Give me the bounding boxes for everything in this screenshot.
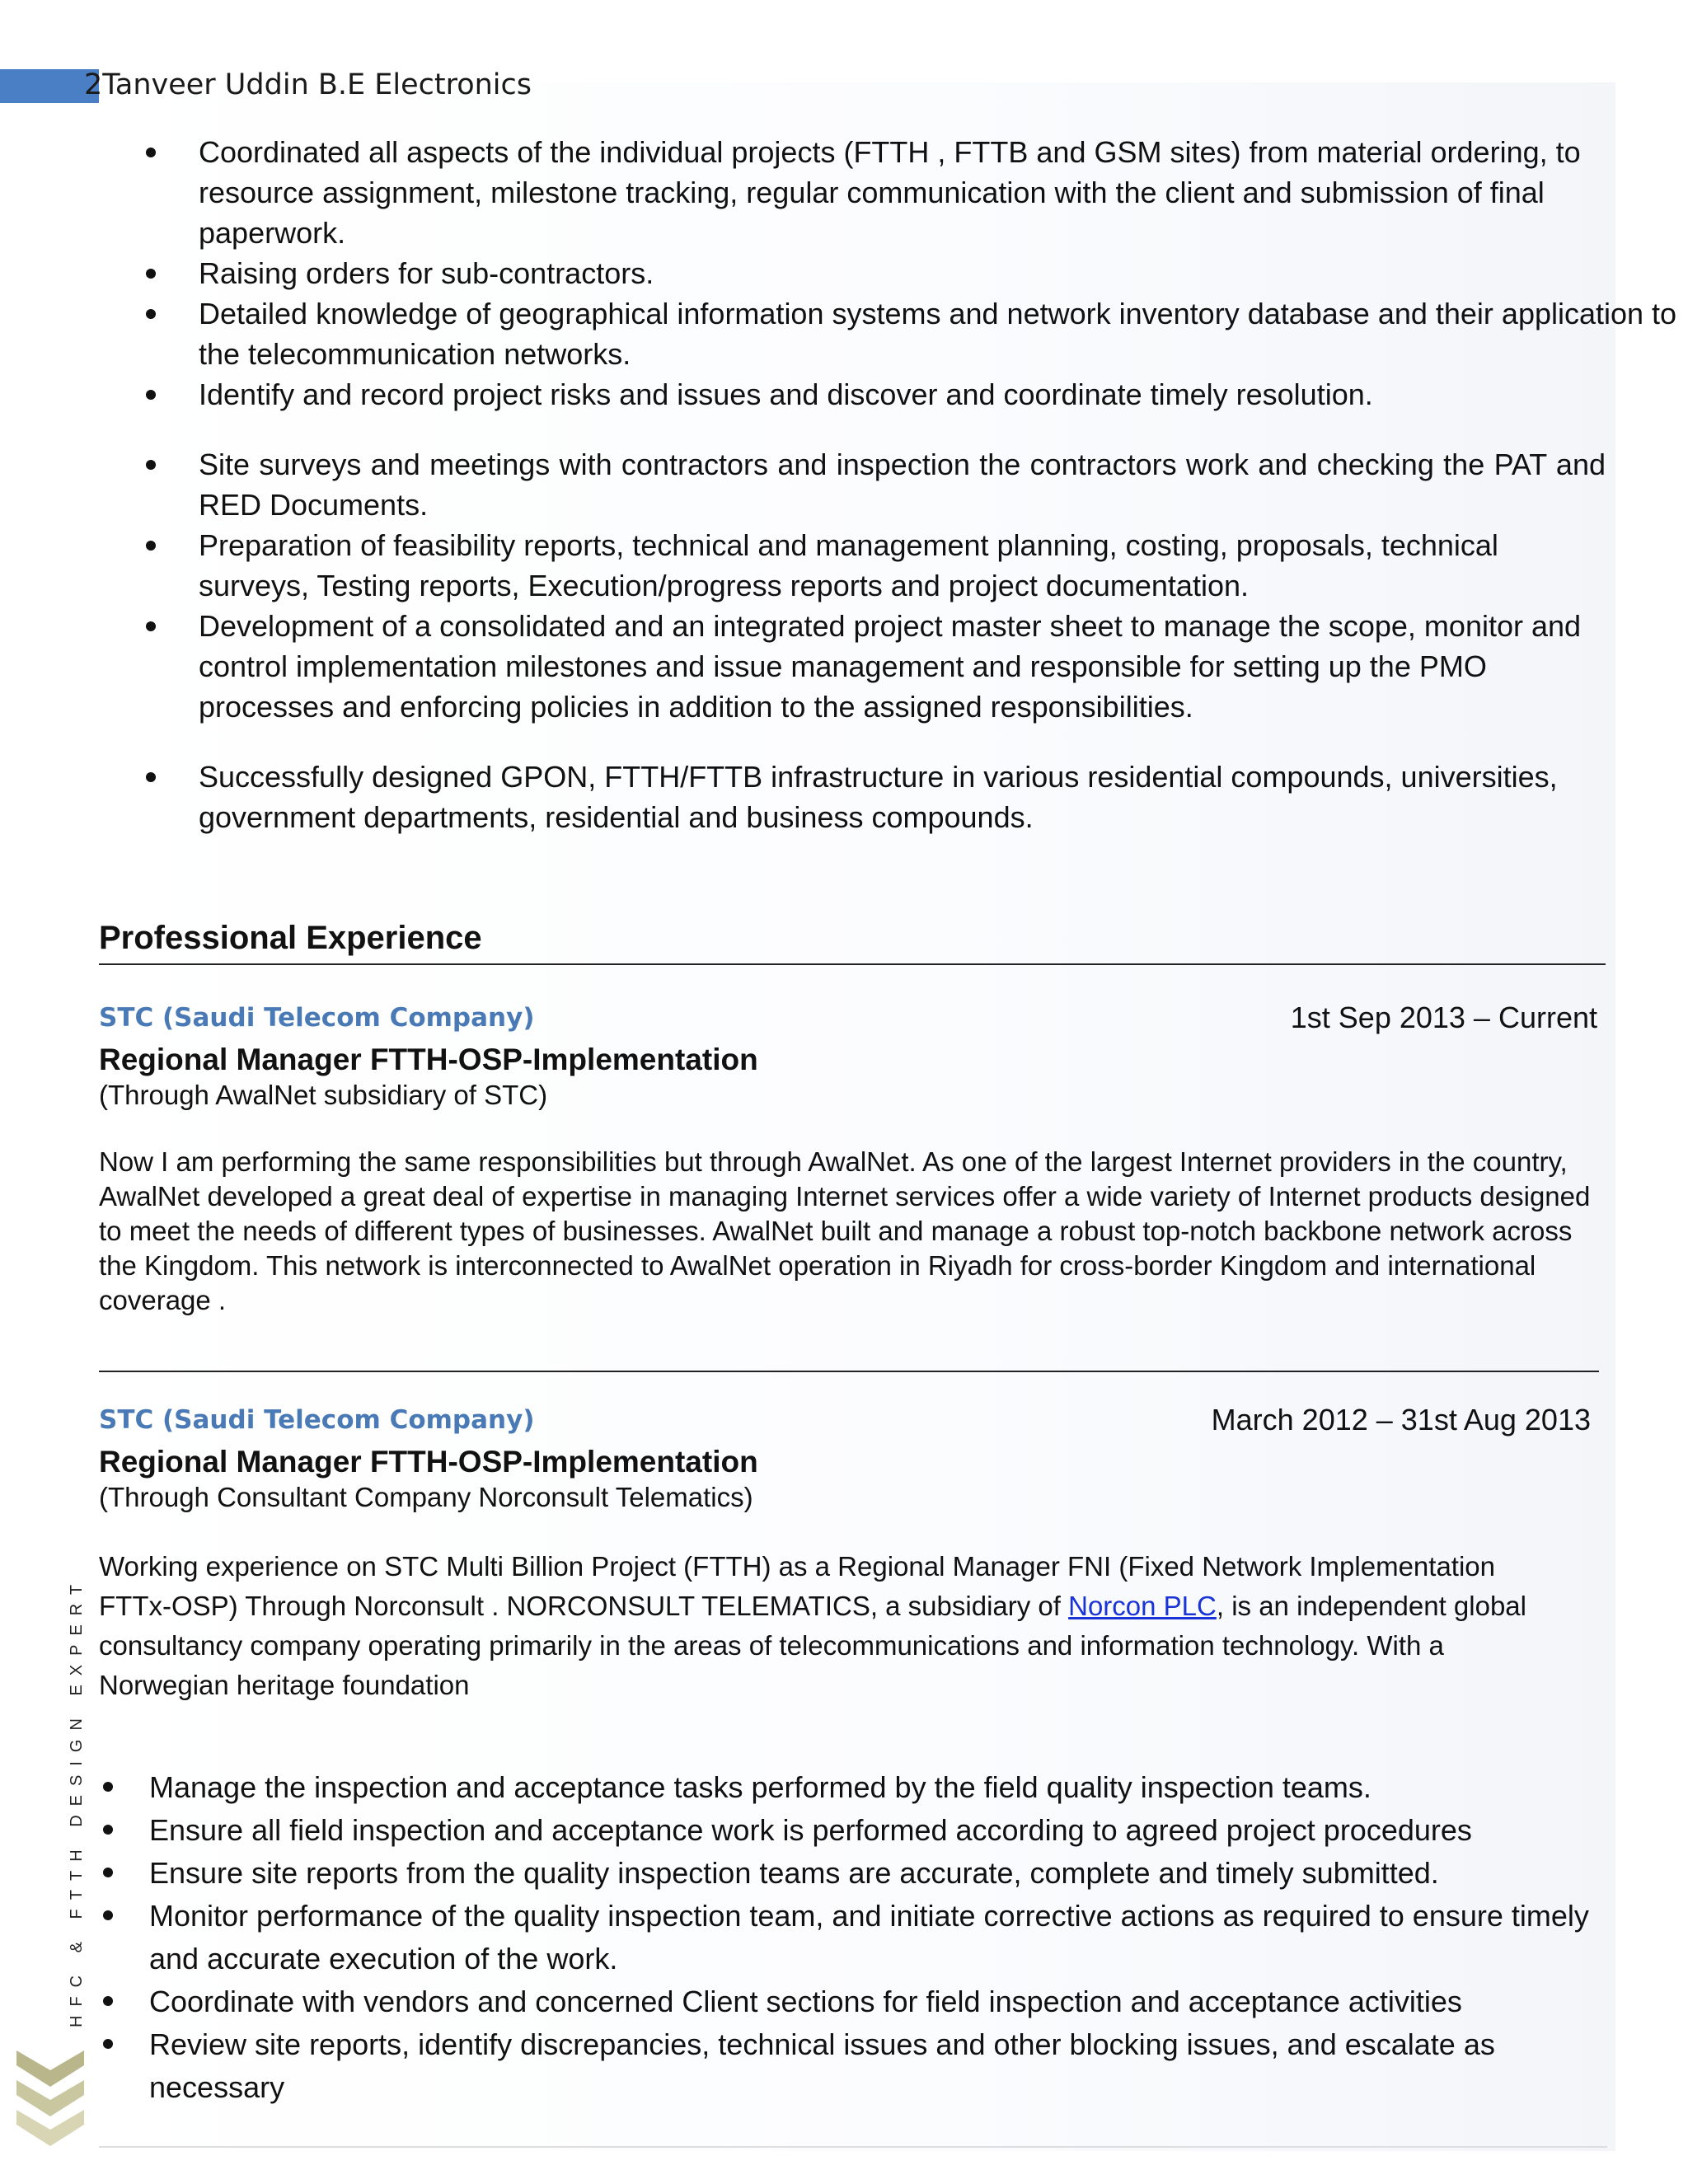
list-item: Raising orders for sub-contractors. bbox=[199, 253, 1674, 293]
job-dates: 1st Sep 2013 – Current bbox=[1290, 1001, 1597, 1034]
page-number: 2 bbox=[84, 68, 103, 101]
job-dates: March 2012 – 31st Aug 2013 bbox=[1211, 1403, 1591, 1436]
list-item: Monitor performance of the quality inspection team, and initiate corrective actions as required to ensure timely and accurate execution of the work. bbox=[149, 1895, 1592, 1980]
experience-entry bbox=[99, 1001, 1606, 1318]
chevron-down-icon bbox=[16, 2110, 84, 2146]
company-name: STC (Saudi Telecom Company) bbox=[99, 1003, 535, 1033]
norcon-plc-link[interactable]: Norcon PLC bbox=[1068, 1591, 1217, 1621]
list-item: Ensure all field inspection and acceptance work is performed according to agreed project procedures bbox=[149, 1809, 1625, 1852]
section-title: Professional Experience bbox=[99, 916, 1606, 965]
list-item: Development of a consolidated and an integrated project master sheet to manage the scope, monitor and control implementation milestones and issue management and responsible for setting up the PMO processes and enforcing policies in addition to the assigned responsibilities. bbox=[199, 606, 1606, 727]
footer-divider bbox=[99, 2146, 1607, 2148]
main-content bbox=[99, 132, 1677, 2109]
job-description bbox=[99, 1547, 1574, 1705]
page-header bbox=[84, 67, 532, 103]
company-name: STC (Saudi Telecom Company) bbox=[99, 1405, 535, 1435]
list-item: Preparation of feasibility reports, technical and management planning, costing, proposals, technical surveys, Testing reports, Execution/progress reports and project documentation. bbox=[199, 525, 1606, 606]
list-item: Manage the inspection and acceptance tasks performed by the field quality inspection teams. bbox=[149, 1766, 1625, 1809]
list-item: Coordinated all aspects of the individual projects (FTTH , FTTB and GSM sites) from material ordering, to resource assignment, milestone tracking, regular communication with the client and submission of final paperwork. bbox=[199, 132, 1674, 253]
divider bbox=[99, 1371, 1599, 1372]
job-role: Regional Manager FTTH-OSP-Implementation bbox=[99, 1043, 758, 1076]
job-role: Regional Manager FTTH-OSP-Implementation bbox=[99, 1445, 758, 1479]
description-text: , is an independent global consultancy company operating primarily in the areas of telecommunications and information technology. With a Norwegian heritage foundation bbox=[99, 1591, 1526, 1700]
experience-entry bbox=[99, 1404, 1606, 2109]
job-affiliation: (Through AwalNet subsidiary of STC) bbox=[99, 1080, 548, 1110]
list-item: Successfully designed GPON, FTTH/FTTB infrastructure in various residential compounds, universities, government departments, residential and business compounds. bbox=[199, 757, 1606, 837]
duties-list bbox=[149, 1766, 1606, 2109]
list-item: Identify and record project risks and issues and discover and coordinate timely resolution. bbox=[199, 374, 1674, 415]
responsibilities-list bbox=[199, 132, 1677, 837]
job-description: Now I am performing the same responsibilities but through AwalNet. As one of the largest Internet providers in the country, AwalNet developed a great deal of expertise in managing Internet services offer a wide variety of Internet products designed to meet the needs of different types of businesses. AwalNet built and manage a robust top-notch backbone network across the Kingdom. This network is interconnected to AwalNet operation in Riyadh for cross-border Kingdom and international coverage . bbox=[99, 1146, 1591, 1315]
list-item: Review site reports, identify discrepancies, technical issues and other blocking issues, and escalate as necessary bbox=[149, 2023, 1625, 2109]
list-item: Detailed knowledge of geographical information systems and network inventory database and their application to the telecommunication networks. bbox=[199, 293, 1688, 374]
list-item: Coordinate with vendors and concerned Client sections for field inspection and acceptance activities bbox=[149, 1980, 1625, 2023]
job-affiliation: (Through Consultant Company Norconsult Telematics) bbox=[99, 1482, 753, 1512]
header-name: Tanveer Uddin B.E Electronics bbox=[102, 68, 532, 101]
list-item: Ensure site reports from the quality inspection teams are accurate, complete and timely submitted. bbox=[149, 1852, 1625, 1895]
description-text: Working experience on STC Multi Billion Project (FTTH) as a Regional Manager FNI (Fixed Network Implementation FTTx-OSP) Through Norconsult . NORCONSULT TELEMATICS, a subsidiary of bbox=[99, 1551, 1496, 1621]
sidebar-tagline: HFC & FTTH DESIGN EXPERT bbox=[68, 1575, 86, 2027]
list-item: Site surveys and meetings with contractors and inspection the contractors work and checking the PAT and RED Documents. bbox=[199, 444, 1606, 525]
